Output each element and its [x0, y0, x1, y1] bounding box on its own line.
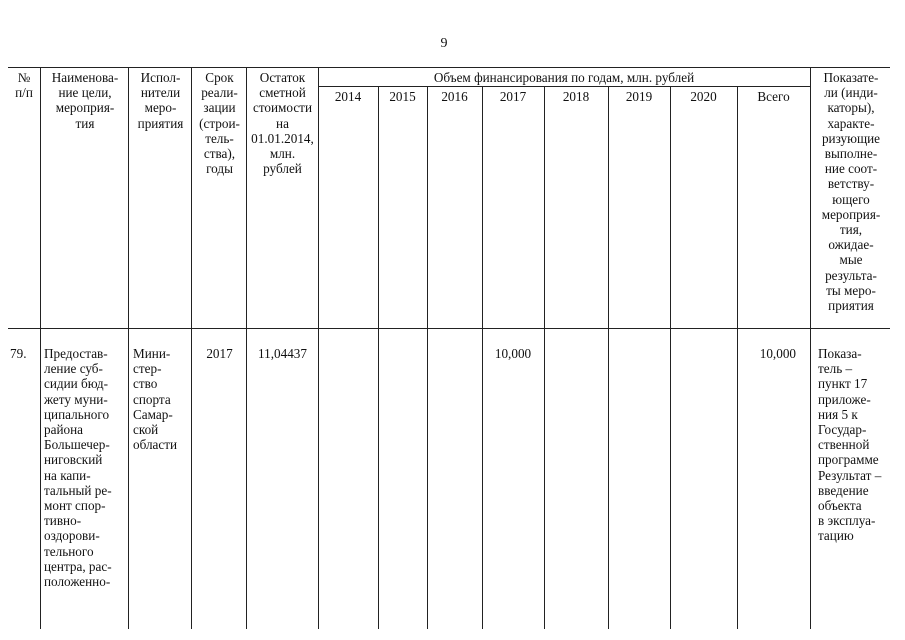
- header-remainder: Остаток сметной стоимости на 01.01.2014, млн. рублей: [251, 70, 314, 177]
- year-col-divider: [670, 86, 671, 629]
- header-num: № п/п: [15, 70, 33, 101]
- year-col-divider: [544, 86, 545, 629]
- header-bottom-border: [8, 328, 890, 329]
- row-num: 79.: [10, 346, 27, 361]
- col-divider: [128, 67, 129, 629]
- header-year: 2019: [625, 89, 653, 104]
- year-col-divider: [378, 86, 379, 629]
- row-indicator: Показа- тель – пункт 17 приложе- ния 5 к Государ- ственной программе Результат – введение объекта в эксплуа- тацию: [818, 346, 882, 544]
- header-year: 2018: [562, 89, 590, 104]
- header-total: Всего: [757, 89, 790, 104]
- row-name: Предостав- ление суб- сидии бюд- жету муни- ципального района Большечер- ниговский на капи- тальный ре- монт спор- тивно- оздорови- тельного центра, рас- положенно-: [44, 346, 112, 590]
- page-number: 9: [440, 36, 448, 51]
- header-indicators: Показате- ли (инди- каторы), характе- ризующие выполне- ние соот- ветству- ющего мероприя- тия, ожидае- мые результа- ты меро- приятия: [821, 70, 881, 314]
- col-divider: [318, 67, 319, 629]
- row-executor: Мини- стер- ство спорта Самар- ской области: [133, 346, 178, 453]
- table-top-border: [8, 67, 890, 68]
- header-term: Срок реали- зации (строи- тель- ства), годы: [199, 70, 240, 177]
- row-remainder: 11,04437: [258, 346, 307, 361]
- header-name: Наименова- ние цели, мероприя- тия: [51, 70, 119, 131]
- col-divider: [40, 67, 41, 629]
- row-year-value: 10,000: [494, 346, 532, 361]
- col-divider: [191, 67, 192, 629]
- header-financing: Объем финансирования по годам, млн. рублей: [433, 70, 695, 85]
- header-year: 2015: [389, 89, 416, 104]
- header-year: 2016: [441, 89, 468, 104]
- header-year: 2017: [499, 89, 527, 104]
- year-col-divider: [427, 86, 428, 629]
- row-term: 2017: [206, 346, 233, 361]
- header-executors: Испол- нители меро- приятия: [137, 70, 184, 131]
- row-total-value: 10,000: [759, 346, 796, 361]
- header-year: 2020: [690, 89, 717, 104]
- header-year: 2014: [334, 89, 362, 104]
- year-col-divider: [608, 86, 609, 629]
